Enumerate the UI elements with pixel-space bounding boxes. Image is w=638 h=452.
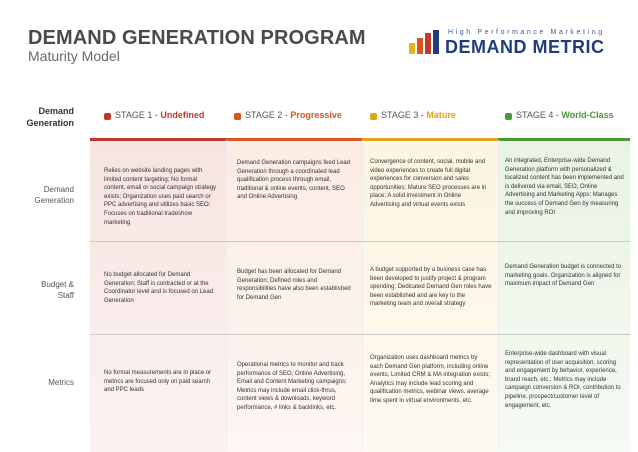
row-label-metrics	[14, 377, 74, 388]
cell-demand-gen-stage-4: An integrated, Enterprise-wide Demand Generation platform with personalized & localized content has been implemented and is delivered via email, SEO, Online Advertising and Marketing Apps; Manages the success of Demand Gen by measuring and improving ROI	[505, 158, 624, 216]
stage-4-header	[516, 110, 614, 120]
cell-budget-stage-4: Demand Generation budget is connected to marketing goals. Organization is aligned for maximum impact of Demand Gen	[505, 264, 622, 288]
cell-budget-stage-3: A budget supported by a business case has been developed to justify project & program spending; Dedicated Demand Gen roles have been established and are key to the marketing team and overall strategy	[370, 267, 492, 308]
stage-3-header	[381, 110, 456, 120]
stage-3-marker	[370, 113, 377, 120]
cell-metrics-stage-2: Operational metrics to monitor and track performance of SEO, Online Advertising, Email and Content Marketing campaigns; Metrics may include email click-thrus, content views & downloads, keyword performance, # links & backlinks, etc.	[237, 362, 347, 411]
stage-2-marker	[234, 113, 241, 120]
cell-metrics-stage-4: Enterprise-wide dashboard with visual representation of user acquisition, scoring and engagement by behavior, experience, brand reach, etc.; Metrics may include campaign conversion & ROI, contribution to pipeline, prospect/customer level of engagement, etc.	[505, 351, 621, 409]
cell-budget-stage-2: Budget has been allocated for Demand Generation; Defined roles and responsibilities have also been established for Demand Gen	[237, 269, 351, 301]
row-label-budget-staff	[14, 279, 74, 301]
row-label-line2: Staff	[57, 291, 74, 300]
stage-4-marker	[505, 113, 512, 120]
cell-budget-stage-1: No budget allocated for Demand Generation; Staff is contracted or at the Coordinator level and is focused on Lead Generation	[104, 272, 214, 304]
cell-metrics-stage-1: No formal measurements are in place or metrics are focused only on paid search and PPC leads	[104, 370, 212, 394]
row-divider	[90, 334, 630, 335]
stage-2-bar	[226, 138, 362, 141]
demand-metric-logo	[408, 26, 613, 64]
stage-number: STAGE 2 -	[245, 110, 291, 120]
divider	[362, 140, 363, 450]
stage-name: Progressive	[290, 110, 342, 120]
cell-demand-gen-stage-1: Relies on website landing pages with limited content targeting; No formal content, email or social campaign strategy exists; Organization uses paid search or PPC advertising and utilizes basic SEO; Focuses on traditional tradeshow marketing	[104, 168, 217, 226]
stage-1-marker	[104, 113, 111, 120]
stage-4-bar	[498, 138, 630, 141]
cell-metrics-stage-3: Organization uses dashboard metrics by each Demand Gen platform, including online events, Limited CRM & MA integration exists; Analytics may include lead scoring and qualification metrics, webinar views, average time spent in virtual environments, etc.	[370, 355, 491, 404]
corner-label-line2: Generation	[26, 118, 74, 128]
page-subtitle: Maturity Model	[28, 48, 120, 64]
stage-name: Mature	[426, 110, 456, 120]
row-label-line1: Budget &	[41, 280, 74, 289]
stage-3-bar	[362, 138, 498, 141]
row-label-demand-generation	[14, 184, 74, 206]
cell-demand-gen-stage-2: Demand Generation campaigns feed Lead Generation through a coordinated lead qualification process through email, traditional & online events, content, SEO and Online Advertising	[237, 160, 351, 201]
stage-number: STAGE 3 -	[381, 110, 427, 120]
row-divider	[90, 241, 630, 242]
stage-name: Undefined	[160, 110, 205, 120]
divider	[226, 140, 227, 450]
stage-name: World-Class	[561, 110, 614, 120]
divider	[498, 140, 499, 450]
stage-2-header	[245, 110, 342, 120]
stage-number: STAGE 1 -	[115, 110, 161, 120]
row-label-line2: Generation	[34, 196, 74, 205]
demand-metric-mark-icon	[408, 29, 440, 55]
stage-1-header	[115, 110, 204, 120]
logo-wordmark: DEMAND METRIC	[445, 37, 605, 57]
row-label-line1: Metrics	[48, 378, 74, 387]
page-title: DEMAND GENERATION PROGRAM	[28, 27, 366, 49]
cell-demand-gen-stage-3: Convergence of content, social, mobile and video experiences to create full digital experiences for conversion and sales opportunities; Mature SEO processes are in place; A solid investment in Online Advertising and virtual events exists	[370, 159, 487, 208]
corner-label-line1: Demand	[38, 106, 74, 116]
corner-label	[14, 105, 74, 129]
logo-tagline: High Performance Marketing	[448, 29, 605, 36]
stage-number: STAGE 4 -	[516, 110, 562, 120]
row-label-line1: Demand	[43, 185, 74, 194]
stage-1-bar	[90, 138, 226, 141]
